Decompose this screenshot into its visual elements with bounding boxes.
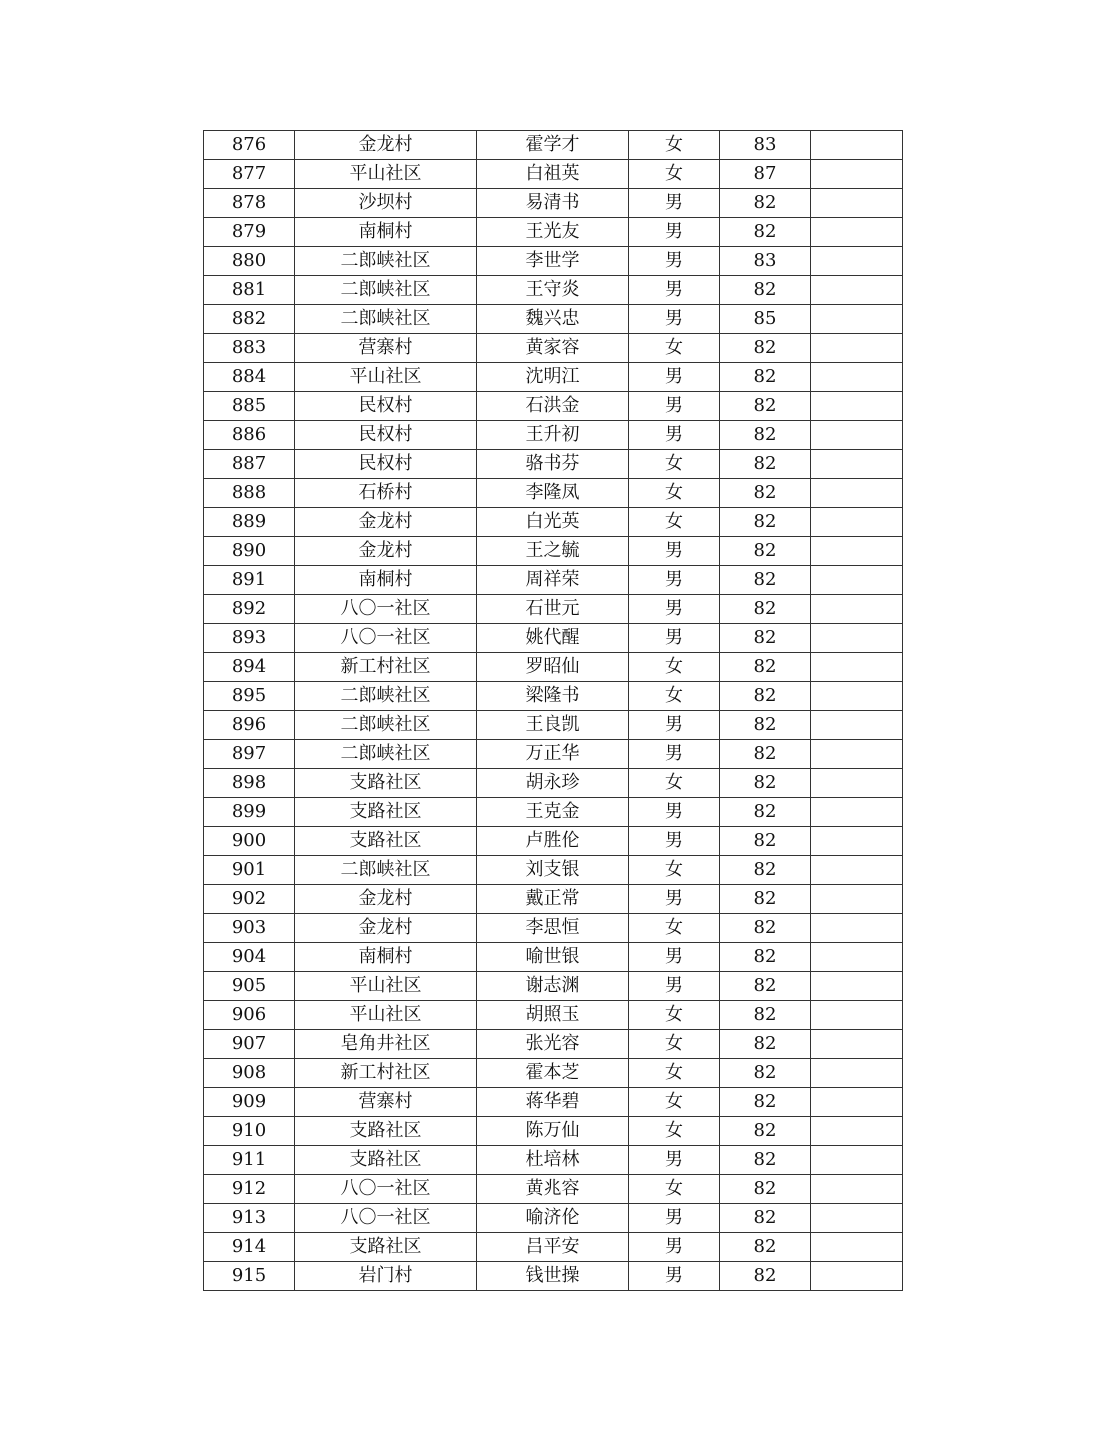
gender-cell: 女: [629, 682, 720, 711]
table-row: [204, 1059, 903, 1088]
row-number-cell: 878: [204, 189, 295, 218]
table-row: [204, 1175, 903, 1204]
table-row: [204, 1088, 903, 1117]
village-cell: 民权村: [295, 392, 477, 421]
village-cell: 八〇一社区: [295, 1175, 477, 1204]
note-cell: [811, 914, 903, 943]
person-name-cell: 张光容: [477, 1030, 629, 1059]
age-cell: 82: [720, 566, 811, 595]
village-cell: 岩门村: [295, 1262, 477, 1291]
row-number-cell: 907: [204, 1030, 295, 1059]
row-number-cell: 913: [204, 1204, 295, 1233]
village-cell: 二郎峡社区: [295, 711, 477, 740]
row-number-cell: 909: [204, 1088, 295, 1117]
gender-cell: 女: [629, 769, 720, 798]
note-cell: [811, 160, 903, 189]
age-cell: 82: [720, 798, 811, 827]
table-row: [204, 740, 903, 769]
gender-cell: 女: [629, 334, 720, 363]
person-name-cell: 王光友: [477, 218, 629, 247]
village-cell: 金龙村: [295, 537, 477, 566]
village-cell: 新工村社区: [295, 1059, 477, 1088]
gender-cell: 女: [629, 1088, 720, 1117]
village-cell: 二郎峡社区: [295, 682, 477, 711]
village-cell: 八〇一社区: [295, 1204, 477, 1233]
person-name-cell: 罗昭仙: [477, 653, 629, 682]
row-number-cell: 883: [204, 334, 295, 363]
village-cell: 支路社区: [295, 1117, 477, 1146]
gender-cell: 男: [629, 1233, 720, 1262]
row-number-cell: 901: [204, 856, 295, 885]
row-number-cell: 914: [204, 1233, 295, 1262]
note-cell: [811, 798, 903, 827]
gender-cell: 男: [629, 218, 720, 247]
age-cell: 82: [720, 972, 811, 1001]
table-row: [204, 1117, 903, 1146]
age-cell: 82: [720, 1262, 811, 1291]
age-cell: 82: [720, 1088, 811, 1117]
gender-cell: 男: [629, 276, 720, 305]
village-cell: 支路社区: [295, 798, 477, 827]
note-cell: [811, 1117, 903, 1146]
table-row: [204, 305, 903, 334]
gender-cell: 男: [629, 711, 720, 740]
age-cell: 82: [720, 537, 811, 566]
row-number-cell: 903: [204, 914, 295, 943]
village-cell: 平山社区: [295, 972, 477, 1001]
age-cell: 82: [720, 682, 811, 711]
gender-cell: 女: [629, 1030, 720, 1059]
person-name-cell: 王守炎: [477, 276, 629, 305]
row-number-cell: 898: [204, 769, 295, 798]
note-cell: [811, 392, 903, 421]
note-cell: [811, 624, 903, 653]
village-cell: 支路社区: [295, 1233, 477, 1262]
note-cell: [811, 334, 903, 363]
village-cell: 金龙村: [295, 131, 477, 160]
gender-cell: 女: [629, 1175, 720, 1204]
age-cell: 82: [720, 1204, 811, 1233]
table-row: [204, 421, 903, 450]
note-cell: [811, 247, 903, 276]
row-number-cell: 895: [204, 682, 295, 711]
row-number-cell: 881: [204, 276, 295, 305]
table-row: [204, 363, 903, 392]
note-cell: [811, 305, 903, 334]
gender-cell: 男: [629, 595, 720, 624]
age-cell: 82: [720, 624, 811, 653]
table-row: [204, 682, 903, 711]
row-number-cell: 886: [204, 421, 295, 450]
gender-cell: 女: [629, 160, 720, 189]
row-number-cell: 908: [204, 1059, 295, 1088]
person-name-cell: 魏兴忠: [477, 305, 629, 334]
person-name-cell: 石洪金: [477, 392, 629, 421]
table-row: [204, 566, 903, 595]
person-name-cell: 王之毓: [477, 537, 629, 566]
row-number-cell: 912: [204, 1175, 295, 1204]
note-cell: [811, 595, 903, 624]
age-cell: 82: [720, 189, 811, 218]
gender-cell: 男: [629, 943, 720, 972]
table-row: [204, 856, 903, 885]
table-row: [204, 247, 903, 276]
person-name-cell: 黄兆容: [477, 1175, 629, 1204]
note-cell: [811, 508, 903, 537]
note-cell: [811, 218, 903, 247]
gender-cell: 男: [629, 798, 720, 827]
row-number-cell: 893: [204, 624, 295, 653]
note-cell: [811, 1146, 903, 1175]
table-row: [204, 595, 903, 624]
row-number-cell: 885: [204, 392, 295, 421]
note-cell: [811, 711, 903, 740]
gender-cell: 男: [629, 566, 720, 595]
age-cell: 82: [720, 711, 811, 740]
note-cell: [811, 566, 903, 595]
table-row: [204, 885, 903, 914]
row-number-cell: 876: [204, 131, 295, 160]
village-cell: 二郎峡社区: [295, 856, 477, 885]
gender-cell: 男: [629, 247, 720, 276]
gender-cell: 男: [629, 885, 720, 914]
note-cell: [811, 885, 903, 914]
row-number-cell: 890: [204, 537, 295, 566]
person-name-cell: 喻济伦: [477, 1204, 629, 1233]
row-number-cell: 902: [204, 885, 295, 914]
note-cell: [811, 276, 903, 305]
table-row: [204, 1030, 903, 1059]
person-name-cell: 胡照玉: [477, 1001, 629, 1030]
gender-cell: 女: [629, 653, 720, 682]
person-name-cell: 骆书芬: [477, 450, 629, 479]
row-number-cell: 906: [204, 1001, 295, 1030]
person-name-cell: 陈万仙: [477, 1117, 629, 1146]
table-row: [204, 1204, 903, 1233]
note-cell: [811, 1175, 903, 1204]
gender-cell: 男: [629, 537, 720, 566]
note-cell: [811, 1233, 903, 1262]
gender-cell: 女: [629, 508, 720, 537]
village-cell: 二郎峡社区: [295, 276, 477, 305]
table-row: [204, 160, 903, 189]
gender-cell: 女: [629, 914, 720, 943]
gender-cell: 女: [629, 479, 720, 508]
village-cell: 平山社区: [295, 363, 477, 392]
village-cell: 民权村: [295, 450, 477, 479]
row-number-cell: 894: [204, 653, 295, 682]
village-cell: 金龙村: [295, 885, 477, 914]
table-row: [204, 508, 903, 537]
row-number-cell: 896: [204, 711, 295, 740]
person-name-cell: 姚代醒: [477, 624, 629, 653]
village-cell: 二郎峡社区: [295, 305, 477, 334]
table-row: [204, 334, 903, 363]
gender-cell: 男: [629, 1146, 720, 1175]
village-cell: 八〇一社区: [295, 624, 477, 653]
village-cell: 八〇一社区: [295, 595, 477, 624]
table-row: [204, 189, 903, 218]
age-cell: 82: [720, 653, 811, 682]
age-cell: 82: [720, 363, 811, 392]
person-name-cell: 霍本芝: [477, 1059, 629, 1088]
village-cell: 营寨村: [295, 1088, 477, 1117]
table-row: [204, 1233, 903, 1262]
table-row: [204, 218, 903, 247]
row-number-cell: 899: [204, 798, 295, 827]
row-number-cell: 911: [204, 1146, 295, 1175]
note-cell: [811, 740, 903, 769]
age-cell: 82: [720, 334, 811, 363]
table-row: [204, 711, 903, 740]
note-cell: [811, 421, 903, 450]
age-cell: 82: [720, 392, 811, 421]
table-row: [204, 479, 903, 508]
row-number-cell: 887: [204, 450, 295, 479]
gender-cell: 男: [629, 624, 720, 653]
row-number-cell: 888: [204, 479, 295, 508]
age-cell: 82: [720, 421, 811, 450]
table-row: [204, 653, 903, 682]
row-number-cell: 905: [204, 972, 295, 1001]
village-cell: 支路社区: [295, 827, 477, 856]
village-cell: 沙坝村: [295, 189, 477, 218]
age-cell: 82: [720, 1117, 811, 1146]
age-cell: 85: [720, 305, 811, 334]
gender-cell: 男: [629, 827, 720, 856]
village-cell: 民权村: [295, 421, 477, 450]
note-cell: [811, 189, 903, 218]
table-row: [204, 131, 903, 160]
gender-cell: 女: [629, 1059, 720, 1088]
person-name-cell: 蒋华碧: [477, 1088, 629, 1117]
person-name-cell: 霍学才: [477, 131, 629, 160]
note-cell: [811, 537, 903, 566]
village-cell: 新工村社区: [295, 653, 477, 682]
age-cell: 82: [720, 218, 811, 247]
age-cell: 82: [720, 450, 811, 479]
age-cell: 82: [720, 479, 811, 508]
person-name-cell: 李世学: [477, 247, 629, 276]
person-name-cell: 白祖英: [477, 160, 629, 189]
person-name-cell: 王克金: [477, 798, 629, 827]
village-cell: 金龙村: [295, 914, 477, 943]
village-cell: 平山社区: [295, 1001, 477, 1030]
person-name-cell: 沈明江: [477, 363, 629, 392]
note-cell: [811, 1262, 903, 1291]
table-row: [204, 392, 903, 421]
age-cell: 82: [720, 827, 811, 856]
person-name-cell: 石世元: [477, 595, 629, 624]
row-number-cell: 892: [204, 595, 295, 624]
village-cell: 支路社区: [295, 1146, 477, 1175]
row-number-cell: 884: [204, 363, 295, 392]
gender-cell: 女: [629, 131, 720, 160]
table-row: [204, 1001, 903, 1030]
gender-cell: 女: [629, 1001, 720, 1030]
village-cell: 皂角井社区: [295, 1030, 477, 1059]
age-cell: 82: [720, 1030, 811, 1059]
age-cell: 82: [720, 885, 811, 914]
gender-cell: 女: [629, 1117, 720, 1146]
gender-cell: 男: [629, 363, 720, 392]
age-cell: 82: [720, 276, 811, 305]
table-row: [204, 798, 903, 827]
gender-cell: 男: [629, 740, 720, 769]
person-name-cell: 王升初: [477, 421, 629, 450]
age-cell: 82: [720, 1001, 811, 1030]
village-cell: 二郎峡社区: [295, 740, 477, 769]
note-cell: [811, 827, 903, 856]
person-name-cell: 卢胜伦: [477, 827, 629, 856]
note-cell: [811, 682, 903, 711]
note-cell: [811, 769, 903, 798]
table-row: [204, 1262, 903, 1291]
age-cell: 83: [720, 247, 811, 276]
age-cell: 83: [720, 131, 811, 160]
note-cell: [811, 653, 903, 682]
person-name-cell: 李隆凤: [477, 479, 629, 508]
village-cell: 平山社区: [295, 160, 477, 189]
roster-table-body: [204, 131, 903, 1291]
age-cell: 82: [720, 1175, 811, 1204]
village-cell: 金龙村: [295, 508, 477, 537]
person-name-cell: 吕平安: [477, 1233, 629, 1262]
row-number-cell: 880: [204, 247, 295, 276]
elderly-roster-table: [203, 130, 903, 1291]
person-name-cell: 钱世操: [477, 1262, 629, 1291]
table-row: [204, 450, 903, 479]
note-cell: [811, 1030, 903, 1059]
person-name-cell: 杜培林: [477, 1146, 629, 1175]
person-name-cell: 王良凯: [477, 711, 629, 740]
gender-cell: 男: [629, 392, 720, 421]
note-cell: [811, 972, 903, 1001]
age-cell: 82: [720, 943, 811, 972]
person-name-cell: 李思恒: [477, 914, 629, 943]
age-cell: 82: [720, 856, 811, 885]
note-cell: [811, 1059, 903, 1088]
gender-cell: 女: [629, 856, 720, 885]
note-cell: [811, 1088, 903, 1117]
person-name-cell: 周祥荣: [477, 566, 629, 595]
table-row: [204, 972, 903, 1001]
village-cell: 二郎峡社区: [295, 247, 477, 276]
row-number-cell: 915: [204, 1262, 295, 1291]
note-cell: [811, 479, 903, 508]
person-name-cell: 白光英: [477, 508, 629, 537]
row-number-cell: 882: [204, 305, 295, 334]
village-cell: 石桥村: [295, 479, 477, 508]
gender-cell: 男: [629, 1262, 720, 1291]
person-name-cell: 戴正常: [477, 885, 629, 914]
table-row: [204, 914, 903, 943]
person-name-cell: 黄家容: [477, 334, 629, 363]
note-cell: [811, 131, 903, 160]
note-cell: [811, 856, 903, 885]
village-cell: 支路社区: [295, 769, 477, 798]
note-cell: [811, 450, 903, 479]
row-number-cell: 910: [204, 1117, 295, 1146]
table-row: [204, 537, 903, 566]
person-name-cell: 万正华: [477, 740, 629, 769]
person-name-cell: 梁隆书: [477, 682, 629, 711]
person-name-cell: 喻世银: [477, 943, 629, 972]
age-cell: 82: [720, 1059, 811, 1088]
gender-cell: 男: [629, 421, 720, 450]
village-cell: 南桐村: [295, 943, 477, 972]
age-cell: 82: [720, 769, 811, 798]
age-cell: 82: [720, 1233, 811, 1262]
row-number-cell: 904: [204, 943, 295, 972]
note-cell: [811, 1001, 903, 1030]
person-name-cell: 谢志渊: [477, 972, 629, 1001]
table-row: [204, 827, 903, 856]
gender-cell: 女: [629, 450, 720, 479]
note-cell: [811, 363, 903, 392]
gender-cell: 男: [629, 189, 720, 218]
village-cell: 南桐村: [295, 566, 477, 595]
note-cell: [811, 943, 903, 972]
age-cell: 82: [720, 508, 811, 537]
row-number-cell: 897: [204, 740, 295, 769]
age-cell: 82: [720, 740, 811, 769]
village-cell: 南桐村: [295, 218, 477, 247]
age-cell: 82: [720, 1146, 811, 1175]
gender-cell: 男: [629, 305, 720, 334]
person-name-cell: 胡永珍: [477, 769, 629, 798]
table-row: [204, 1146, 903, 1175]
person-name-cell: 刘支银: [477, 856, 629, 885]
row-number-cell: 891: [204, 566, 295, 595]
table-row: [204, 943, 903, 972]
table-row: [204, 276, 903, 305]
row-number-cell: 900: [204, 827, 295, 856]
table-row: [204, 624, 903, 653]
age-cell: 82: [720, 595, 811, 624]
village-cell: 营寨村: [295, 334, 477, 363]
note-cell: [811, 1204, 903, 1233]
person-name-cell: 易清书: [477, 189, 629, 218]
row-number-cell: 879: [204, 218, 295, 247]
row-number-cell: 889: [204, 508, 295, 537]
gender-cell: 男: [629, 1204, 720, 1233]
table-row: [204, 769, 903, 798]
age-cell: 87: [720, 160, 811, 189]
age-cell: 82: [720, 914, 811, 943]
gender-cell: 男: [629, 972, 720, 1001]
row-number-cell: 877: [204, 160, 295, 189]
